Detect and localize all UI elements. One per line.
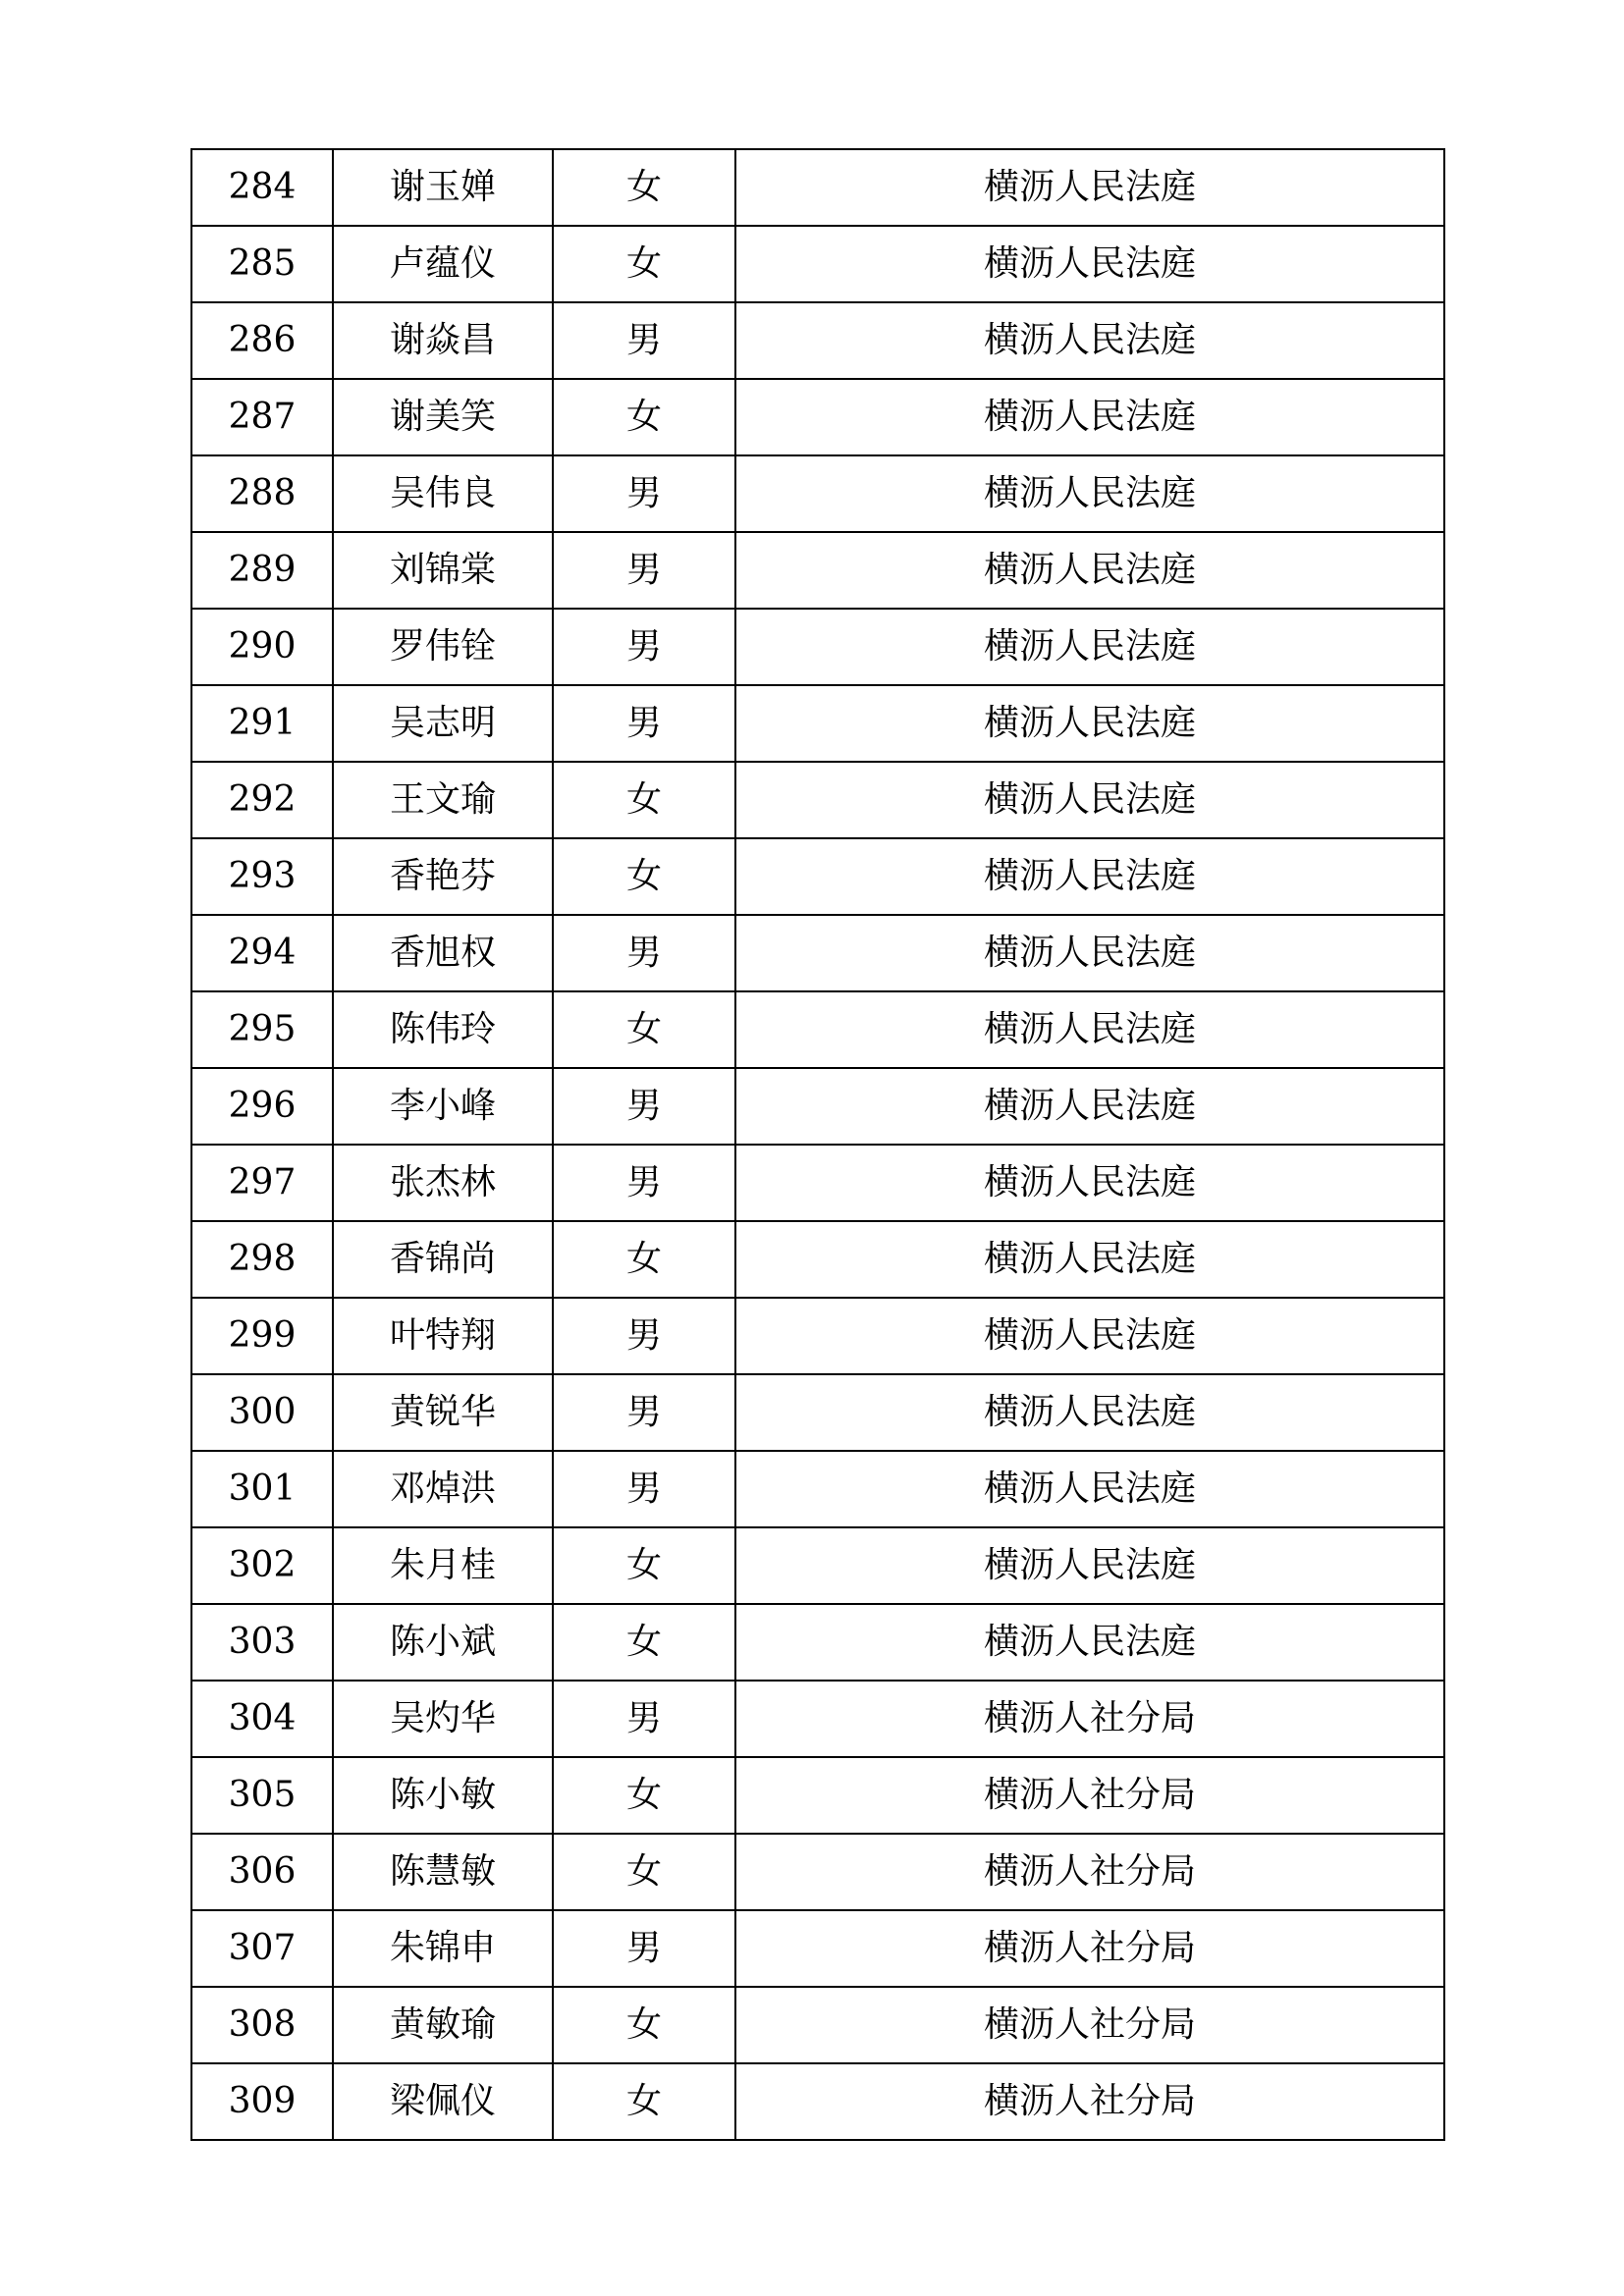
row-number-cell: 292 [191,762,333,838]
table-row [191,1527,1444,1604]
row-number-cell: 302 [191,1527,333,1604]
person-name-cell: 谢美笑 [333,379,553,455]
work-unit-cell: 横沥人民法庭 [735,609,1444,685]
gender-cell: 男 [553,1451,735,1527]
table-row [191,915,1444,991]
gender-cell: 男 [553,532,735,609]
gender-cell: 女 [553,226,735,302]
work-unit-cell: 横沥人民法庭 [735,302,1444,379]
person-name-cell: 张杰林 [333,1145,553,1221]
gender-cell: 女 [553,1834,735,1910]
gender-cell: 男 [553,1298,735,1374]
table-row [191,1834,1444,1910]
gender-cell: 女 [553,1604,735,1681]
row-number-cell: 291 [191,685,333,762]
person-name-cell: 谢玉婵 [333,149,553,226]
gender-cell: 男 [553,915,735,991]
table-row [191,2063,1444,2140]
person-name-cell: 吴志明 [333,685,553,762]
row-number-cell: 289 [191,532,333,609]
row-number-cell: 304 [191,1681,333,1757]
person-name-cell: 香旭权 [333,915,553,991]
work-unit-cell: 横沥人民法庭 [735,838,1444,915]
work-unit-cell: 横沥人民法庭 [735,762,1444,838]
table-row [191,455,1444,532]
gender-cell: 女 [553,379,735,455]
row-number-cell: 300 [191,1374,333,1451]
table-row [191,149,1444,226]
table-row [191,838,1444,915]
gender-cell: 男 [553,455,735,532]
work-unit-cell: 横沥人民法庭 [735,1527,1444,1604]
row-number-cell: 293 [191,838,333,915]
row-number-cell: 287 [191,379,333,455]
row-number-cell: 286 [191,302,333,379]
work-unit-cell: 横沥人民法庭 [735,1145,1444,1221]
row-number-cell: 301 [191,1451,333,1527]
person-name-cell: 李小峰 [333,1068,553,1145]
work-unit-cell: 横沥人社分局 [735,1681,1444,1757]
table-row [191,379,1444,455]
gender-cell: 女 [553,991,735,1068]
row-number-cell: 296 [191,1068,333,1145]
row-number-cell: 308 [191,1987,333,2063]
table-row [191,226,1444,302]
person-name-cell: 陈伟玲 [333,991,553,1068]
gender-cell: 女 [553,149,735,226]
work-unit-cell: 横沥人民法庭 [735,1298,1444,1374]
table-row [191,302,1444,379]
row-number-cell: 297 [191,1145,333,1221]
row-number-cell: 305 [191,1757,333,1834]
work-unit-cell: 横沥人社分局 [735,1987,1444,2063]
row-number-cell: 299 [191,1298,333,1374]
work-unit-cell: 横沥人民法庭 [735,685,1444,762]
person-name-cell: 邓焯洪 [333,1451,553,1527]
gender-cell: 男 [553,609,735,685]
table-row [191,1910,1444,1987]
person-name-cell: 卢蕴仪 [333,226,553,302]
gender-cell: 女 [553,2063,735,2140]
person-name-cell: 陈小敏 [333,1757,553,1834]
work-unit-cell: 横沥人民法庭 [735,379,1444,455]
person-name-cell: 谢焱昌 [333,302,553,379]
gender-cell: 女 [553,1221,735,1298]
work-unit-cell: 横沥人民法庭 [735,915,1444,991]
gender-cell: 男 [553,1374,735,1451]
row-number-cell: 307 [191,1910,333,1987]
row-number-cell: 284 [191,149,333,226]
gender-cell: 女 [553,1527,735,1604]
gender-cell: 女 [553,838,735,915]
person-name-cell: 王文瑜 [333,762,553,838]
row-number-cell: 298 [191,1221,333,1298]
person-name-cell: 黄敏瑜 [333,1987,553,2063]
table-row [191,1451,1444,1527]
roster-table-body [191,149,1444,2140]
person-name-cell: 朱月桂 [333,1527,553,1604]
table-row [191,1374,1444,1451]
table-row [191,762,1444,838]
row-number-cell: 309 [191,2063,333,2140]
gender-cell: 女 [553,1757,735,1834]
person-name-cell: 罗伟铨 [333,609,553,685]
work-unit-cell: 横沥人社分局 [735,2063,1444,2140]
work-unit-cell: 横沥人民法庭 [735,226,1444,302]
person-name-cell: 刘锦棠 [333,532,553,609]
person-name-cell: 陈慧敏 [333,1834,553,1910]
table-row [191,1221,1444,1298]
roster-table [190,148,1445,2141]
table-row [191,532,1444,609]
person-name-cell: 黄锐华 [333,1374,553,1451]
person-name-cell: 香锦尚 [333,1221,553,1298]
work-unit-cell: 横沥人社分局 [735,1757,1444,1834]
table-row [191,991,1444,1068]
work-unit-cell: 横沥人社分局 [735,1910,1444,1987]
gender-cell: 男 [553,302,735,379]
person-name-cell: 吴伟良 [333,455,553,532]
gender-cell: 女 [553,1987,735,2063]
work-unit-cell: 横沥人民法庭 [735,455,1444,532]
table-row [191,1298,1444,1374]
work-unit-cell: 横沥人民法庭 [735,991,1444,1068]
gender-cell: 男 [553,1145,735,1221]
row-number-cell: 294 [191,915,333,991]
person-name-cell: 陈小斌 [333,1604,553,1681]
row-number-cell: 288 [191,455,333,532]
work-unit-cell: 横沥人民法庭 [735,1604,1444,1681]
work-unit-cell: 横沥人民法庭 [735,1451,1444,1527]
person-name-cell: 朱锦申 [333,1910,553,1987]
gender-cell: 女 [553,762,735,838]
work-unit-cell: 横沥人民法庭 [735,149,1444,226]
person-name-cell: 香艳芬 [333,838,553,915]
row-number-cell: 303 [191,1604,333,1681]
table-row [191,609,1444,685]
table-row [191,1068,1444,1145]
table-row [191,1757,1444,1834]
row-number-cell: 306 [191,1834,333,1910]
work-unit-cell: 横沥人民法庭 [735,1221,1444,1298]
table-row [191,1604,1444,1681]
table-row [191,1145,1444,1221]
row-number-cell: 285 [191,226,333,302]
gender-cell: 男 [553,1068,735,1145]
gender-cell: 男 [553,685,735,762]
person-name-cell: 吴灼华 [333,1681,553,1757]
table-row [191,1987,1444,2063]
work-unit-cell: 横沥人民法庭 [735,532,1444,609]
gender-cell: 男 [553,1910,735,1987]
table-row [191,685,1444,762]
work-unit-cell: 横沥人民法庭 [735,1374,1444,1451]
row-number-cell: 290 [191,609,333,685]
gender-cell: 男 [553,1681,735,1757]
work-unit-cell: 横沥人社分局 [735,1834,1444,1910]
person-name-cell: 梁佩仪 [333,2063,553,2140]
table-row [191,1681,1444,1757]
person-name-cell: 叶特翔 [333,1298,553,1374]
work-unit-cell: 横沥人民法庭 [735,1068,1444,1145]
row-number-cell: 295 [191,991,333,1068]
